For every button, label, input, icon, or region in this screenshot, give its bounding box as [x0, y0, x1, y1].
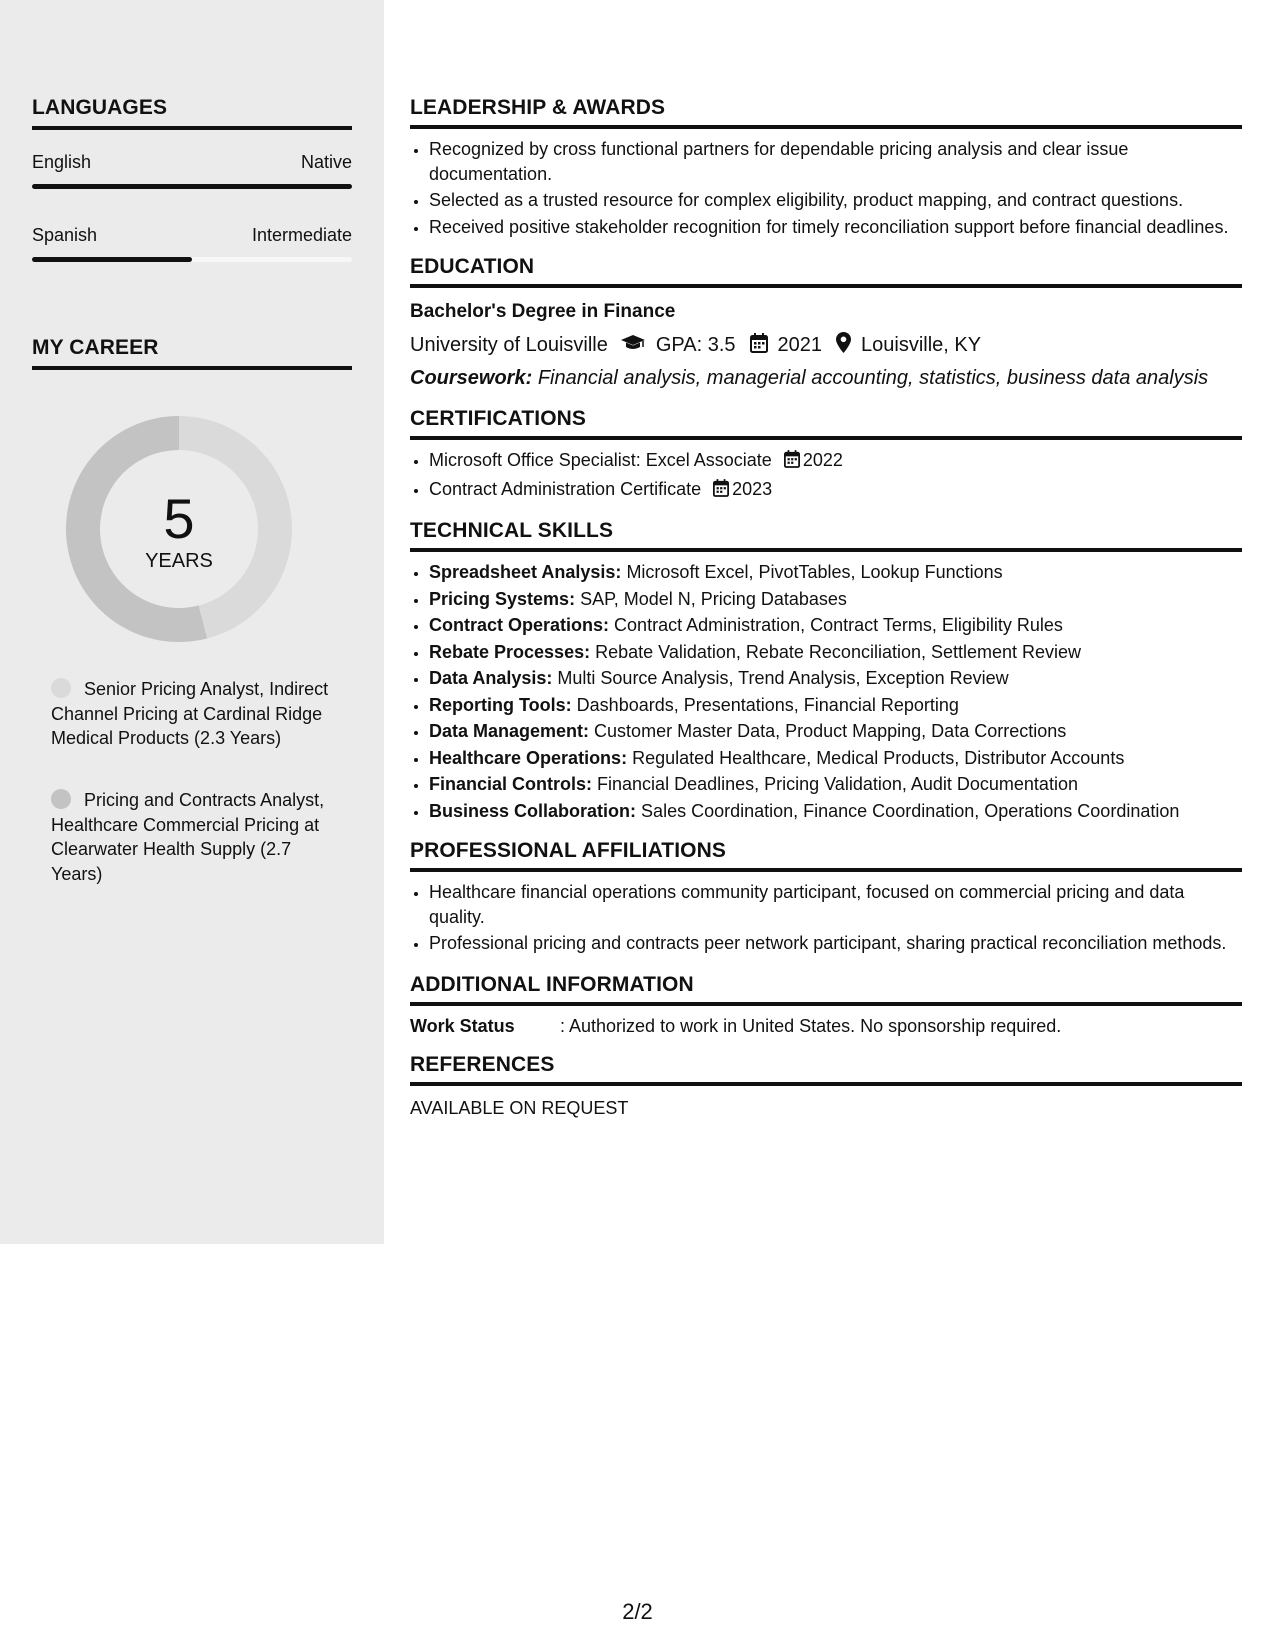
school-location: Louisville, KY: [861, 334, 982, 356]
career-donut-chart: [66, 416, 292, 642]
skill-category: Financial Controls:: [429, 774, 593, 794]
list-item: [429, 772, 1242, 797]
graduation-year: 2021: [777, 334, 823, 356]
affiliations-divider: [410, 868, 1242, 872]
degree-name: Bachelor's Degree in Finance: [410, 301, 676, 322]
language-proficiency-fill: [32, 257, 192, 262]
legend-dot: [51, 789, 71, 809]
education-divider: [410, 284, 1242, 288]
additional-info-divider: [410, 1002, 1242, 1006]
career-role-text: Senior Pricing Analyst, Indirect Channel Pricing at Cardinal Ridge Medical Products (2.3 Years): [51, 679, 329, 748]
certification-name: Contract Administration Certificate: [429, 478, 702, 499]
language-name: English: [32, 152, 92, 172]
education-title: EDUCATION: [410, 255, 535, 278]
list-item: • Professional pricing and contracts peer network participant, sharing practical reconciliation methods.: [429, 931, 1242, 956]
list-item: [429, 560, 1242, 585]
skill-values: Customer Master Data, Product Mapping, Data Corrections: [594, 721, 1067, 741]
list-item: [429, 613, 1242, 638]
career-legend-item: [51, 788, 341, 886]
list-item: [429, 746, 1242, 771]
location-pin-icon: [836, 332, 851, 359]
skills-title: TECHNICAL SKILLS: [410, 519, 614, 542]
certification-year: 2023: [732, 478, 773, 499]
leadership-divider: [410, 125, 1242, 129]
skill-values: Sales Coordination, Finance Coordination, Operations Coordination: [641, 800, 1180, 821]
list-item: • Received positive stakeholder recognition for timely reconciliation support before financial deadlines.: [429, 215, 1242, 240]
list-item: [429, 666, 1242, 691]
skill-values: Rebate Validation, Rebate Reconciliation, Settlement Review: [595, 641, 1082, 662]
main-content: [410, 96, 1242, 1119]
calendar-icon: [713, 479, 729, 504]
references-section: [410, 1053, 1242, 1119]
education-section: [410, 255, 1242, 390]
language-proficiency-fill: [32, 184, 352, 189]
career-years-label: YEARS: [145, 550, 213, 572]
career-legend-item: [51, 677, 341, 751]
work-status-value: : Authorized to work in United States. No sponsorship required.: [560, 1015, 1062, 1036]
skill-values: SAP, Model N, Pricing Databases: [580, 588, 847, 609]
language-proficiency-bar: [32, 184, 352, 189]
calendar-icon: [784, 450, 800, 475]
work-status-row: [410, 1016, 1242, 1037]
language-name: Spanish: [32, 225, 98, 245]
certifications-divider: [410, 436, 1242, 440]
list-item: • Selected as a trusted resource for complex eligibility, product mapping, and contract questions.: [429, 188, 1242, 213]
languages-title: LANGUAGES: [32, 96, 168, 119]
leadership-section: [410, 96, 1242, 239]
list-item: • Healthcare financial operations community participant, focused on commercial pricing and data quality.: [429, 880, 1242, 929]
list-item: [429, 640, 1242, 665]
certification-year: 2022: [802, 450, 843, 470]
affiliations-title: PROFESSIONAL AFFILIATIONS: [410, 839, 726, 862]
career-role-text: Pricing and Contracts Analyst, Healthcare Commercial Pricing at Clearwater Health Supply (2.7 Years): [51, 790, 325, 884]
additional-info-title: ADDITIONAL INFORMATION: [410, 972, 694, 996]
coursework-line: [410, 367, 1242, 390]
language-level: Native: [300, 152, 352, 172]
skill-category: Business Collaboration:: [429, 800, 637, 821]
certification-name: Microsoft Office Specialist: Excel Associate: [429, 450, 772, 470]
certifications-list: [410, 448, 1242, 503]
skill-category: Data Management:: [429, 721, 590, 741]
certifications-title: CERTIFICATIONS: [410, 407, 587, 430]
skills-divider: [410, 548, 1242, 552]
skill-category: Data Analysis:: [429, 668, 553, 688]
list-item: [429, 693, 1242, 718]
skill-category: Reporting Tools:: [429, 694, 572, 715]
list-item: [429, 799, 1242, 824]
list-item: [429, 587, 1242, 612]
skill-category: Healthcare Operations:: [429, 747, 628, 768]
list-item: [429, 448, 1242, 475]
affiliations-section: [410, 839, 1242, 956]
coursework-text: Financial analysis, managerial accounting, statistics, business data analysis: [537, 367, 1209, 389]
skill-values: Microsoft Excel, PivotTables, Lookup Functions: [626, 562, 1003, 582]
language-row: [32, 152, 352, 173]
skill-category: Contract Operations:: [429, 615, 610, 635]
certifications-section: [410, 407, 1242, 503]
gpa-value: GPA: 3.5: [655, 334, 736, 356]
coursework-label: Coursework:: [410, 367, 533, 389]
language-row: [32, 225, 352, 246]
language-proficiency-bar: [32, 257, 352, 262]
language-level: Intermediate: [251, 225, 352, 245]
leadership-title: LEADERSHIP & AWARDS: [410, 96, 666, 119]
languages-divider: [32, 126, 352, 130]
skill-category: Rebate Processes:: [429, 641, 591, 662]
references-divider: [410, 1082, 1242, 1086]
skill-category: Pricing Systems:: [429, 588, 576, 609]
list-item: • Recognized by cross functional partners for dependable pricing analysis and clear issue documentation.: [429, 137, 1242, 186]
calendar-icon: [750, 333, 768, 359]
career-title: MY CAREER: [32, 336, 159, 359]
skill-values: Contract Administration, Contract Terms, Eligibility Rules: [614, 615, 1063, 635]
references-text: AVAILABLE ON REQUEST: [410, 1097, 629, 1118]
leadership-list: [410, 137, 1242, 239]
skills-section: [410, 519, 1242, 823]
career-divider: [32, 366, 352, 370]
school-name: University of Louisville: [410, 334, 608, 356]
skill-category: Spreadsheet Analysis:: [429, 562, 622, 582]
graduation-cap-icon: [620, 334, 646, 358]
skills-list: [410, 560, 1242, 823]
sidebar: [0, 0, 384, 1244]
list-item: [429, 719, 1242, 744]
education-details: [410, 332, 1242, 359]
skill-values: Financial Deadlines, Pricing Validation, Audit Documentation: [597, 774, 1078, 794]
work-status-label: Work Status: [410, 1015, 515, 1036]
references-title: REFERENCES: [410, 1052, 555, 1076]
legend-dot: [51, 678, 71, 698]
skill-values: Multi Source Analysis, Trend Analysis, Exception Review: [557, 668, 1009, 688]
skill-values: Regulated Healthcare, Medical Products, Distributor Accounts: [632, 747, 1125, 768]
career-total-years: 5: [163, 487, 195, 550]
list-item: [429, 477, 1242, 504]
languages-section: [32, 96, 352, 262]
additional-info-section: [410, 973, 1242, 1037]
career-section: [32, 336, 352, 370]
affiliations-list: [410, 880, 1242, 956]
page-number: 2/2: [622, 1599, 653, 1624]
skill-values: Dashboards, Presentations, Financial Reporting: [576, 694, 959, 715]
